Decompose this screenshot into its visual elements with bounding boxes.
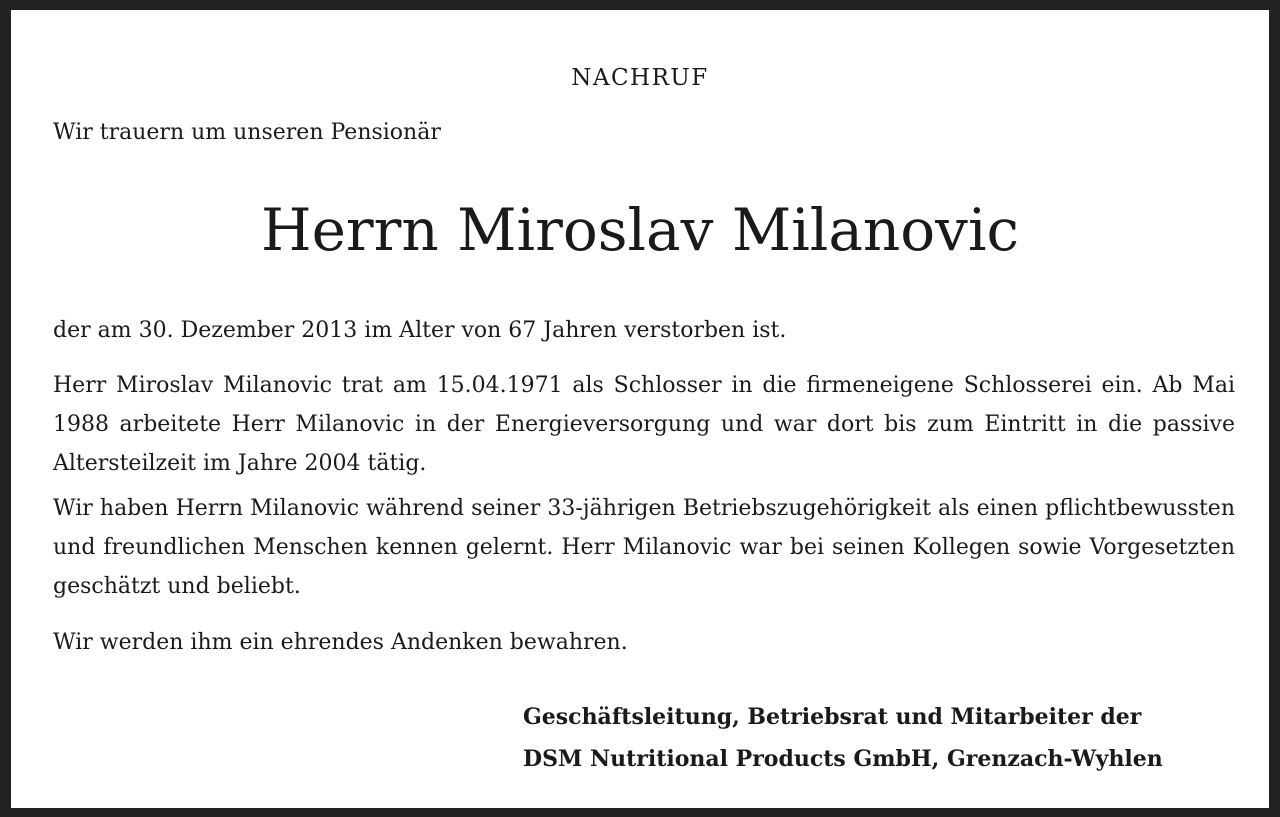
deceased-name: Herrn Miroslav Milanovic	[261, 196, 1019, 264]
tribute-paragraph: Wir haben Herrn Milanovic während seiner 33-jährigen Betriebszugehörigkeit als einen pflichtbewussten und freundlichen Menschen kennen gelernt. Herr Milanovic war bei seinen Kollegen sowie Vorgesetzten geschätzt und beliebt.	[53, 496, 1235, 599]
signature-line-2: DSM Nutritional Products GmbH, Grenzach-Wyhlen	[523, 746, 1163, 772]
death-date-line: der am 30. Dezember 2013 im Alter von 67 Jahren verstorben ist.	[53, 318, 787, 343]
signature-block	[523, 696, 1163, 780]
intro-line: Wir trauern um unseren Pensionär	[53, 120, 441, 145]
closing-line: Wir werden ihm ein ehrendes Andenken bewahren.	[53, 630, 628, 655]
notice-heading: NACHRUF	[571, 65, 709, 91]
career-paragraph: Herr Miroslav Milanovic trat am 15.04.1971 als Schlosser in die firmeneigene Schlosserei ein. Ab Mai 1988 arbeitete Herr Milanovic in der Energieversorgung und war dort bis zum Eintritt in die passive Altersteilzeit im Jahre 2004 tätig.	[53, 373, 1235, 476]
signature-line-1: Geschäftsleitung, Betriebsrat und Mitarbeiter der	[523, 704, 1142, 730]
